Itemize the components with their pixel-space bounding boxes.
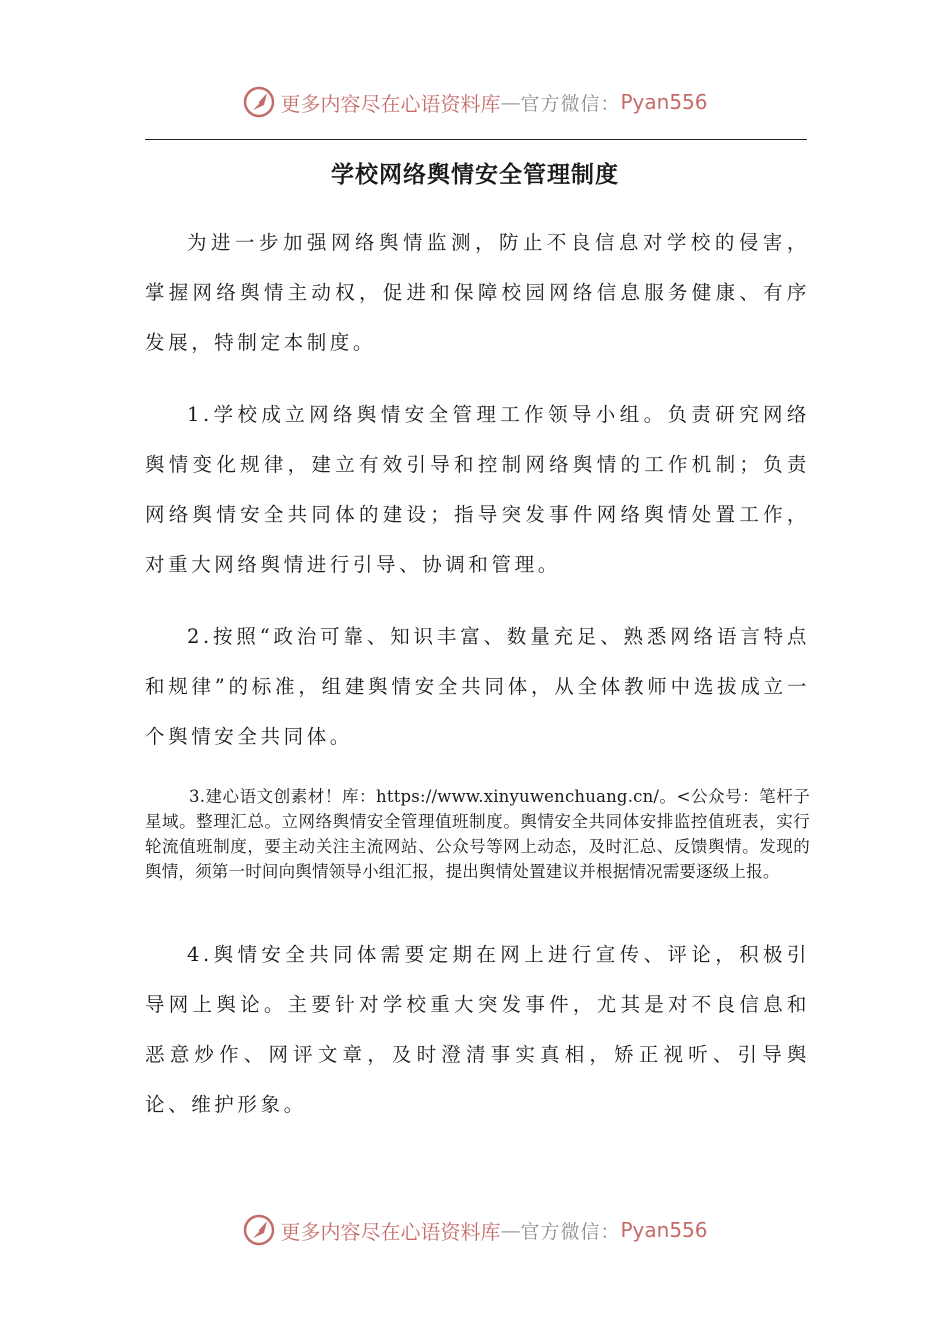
paragraph-item-1: 1.学校成立网络舆情安全管理工作领导小组。负责研究网络舆情变化规律，建立有效引导和控制网络舆情的工作机制；负责网络舆情安全共同体的建设；指导突发事件网络舆情处置工作，对重大网络舆情进行引导、协调和管理。 bbox=[145, 403, 810, 576]
watermark-dash: — bbox=[500, 90, 521, 114]
watermark-banner-bottom bbox=[0, 1210, 950, 1250]
watermark-wechat-id: Pyan556 bbox=[620, 90, 708, 114]
watermark-text: 更多内容尽在心语资料库 bbox=[280, 1219, 501, 1244]
header-divider bbox=[145, 139, 807, 140]
watermark-dash: — bbox=[500, 1218, 521, 1242]
document-title: 学校网络舆情安全管理制度 bbox=[331, 162, 619, 188]
watermark-wechat-id: Pyan556 bbox=[620, 1218, 708, 1242]
paragraph-item-2: 2.按照“政治可靠、知识丰富、数量充足、熟悉网络语言特点和规律”的标准，组建舆情安全共同体，从全体教师中选拔成立一个舆情安全共同体。 bbox=[145, 625, 810, 748]
quill-logo-icon bbox=[242, 85, 276, 119]
paragraph-item-4: 4.舆情安全共同体需要定期在网上进行宣传、评论，积极引导网上舆论。主要针对学校重大突发事件，尤其是对不良信息和恶意炒作、网评文章，及时澄清事实真相，矫正视听、引导舆论、维护形象。 bbox=[145, 943, 810, 1116]
paragraph-intro: 为进一步加强网络舆情监测，防止不良信息对学校的侵害，掌握网络舆情主动权，促进和保障校园网络信息服务健康、有序发展，特制定本制度。 bbox=[145, 231, 810, 354]
quill-logo-icon bbox=[242, 1213, 276, 1247]
watermark-text: 更多内容尽在心语资料库 bbox=[280, 91, 501, 116]
watermark-subtext: 官方微信： bbox=[520, 92, 621, 115]
watermark-banner-top bbox=[0, 82, 950, 122]
paragraph-item-3: 3.建心语文创素材！库：https://www.xinyuwenchuang.cn/。<公众号：笔杆子星域。整理汇总。立网络舆情安全管理值班制度。舆情安全共同体安排监控值班表，实行轮流值班制度，要主动关注主流网站、公众号等网上动态，及时汇总、反馈舆情。发现的舆情，须第一时间向舆情领导小组汇报，提出舆情处置建议并根据情况需要逐级上报。 bbox=[145, 787, 810, 881]
watermark-subtext: 官方微信： bbox=[520, 1220, 621, 1243]
